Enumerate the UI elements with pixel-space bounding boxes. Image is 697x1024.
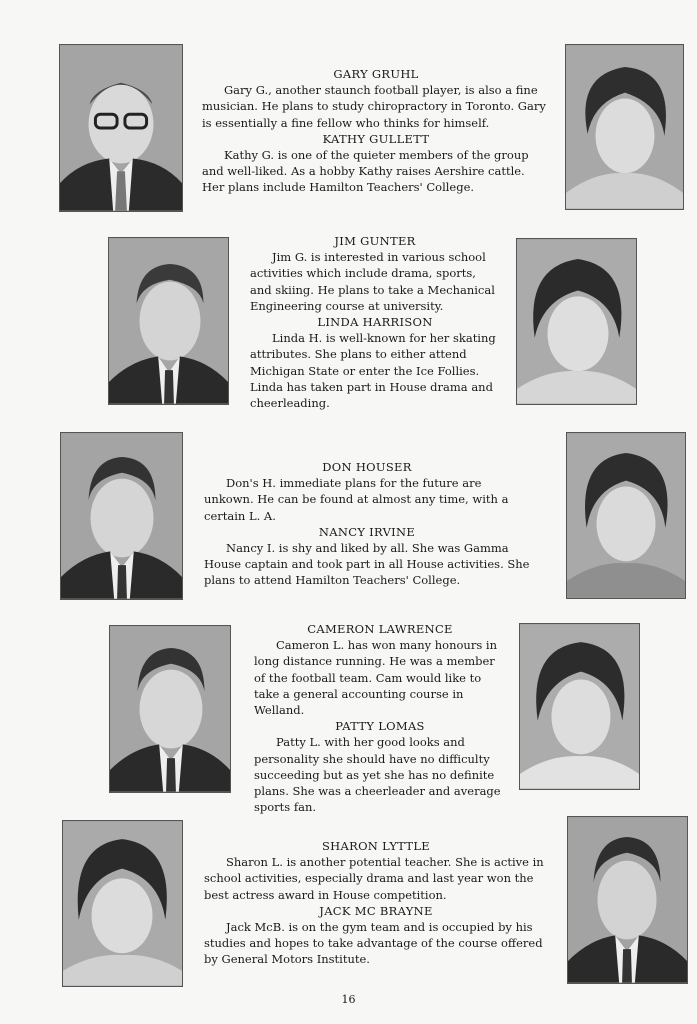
- portrait-jack-mc-brayne: [567, 816, 688, 984]
- portrait-don-houser: [60, 432, 183, 600]
- student-name: JIM GUNTER: [334, 234, 416, 248]
- student-bio: Patty L. with her good looks and personality she should have no difficulty succeeding but as yet she has no definite plans. She was a cheerleader and average sports fan.: [254, 735, 501, 815]
- student-name: CAMERON LAWRENCE: [307, 622, 453, 636]
- portrait-cameron-lawrence: [109, 625, 231, 793]
- bio-block-gunter-harrison: [250, 233, 500, 411]
- student-name: KATHY GULLETT: [322, 131, 430, 146]
- student-bio: Jim G. is interested in various school activities which include drama, sports, and skiing. He plans to take a Mechanical Engineering course at university.: [250, 250, 495, 313]
- student-bio: Don's H. immediate plans for the future are unkown. He can be found at almost any time, with a certain L. A.: [204, 476, 509, 523]
- student-bio: Cameron L. has won many honours in long distance running. He was a member of the football team. Cam would like to take a general accounting course in Welland.: [254, 638, 497, 718]
- student-bio: Gary G., another staunch football player, is also a fine musician. He plans to study chiropractory in Toronto. Gary is essentially a fine fellow who thinks for himself.: [202, 83, 546, 130]
- page-number: 16: [341, 993, 356, 1006]
- portrait-nancy-irvine: [566, 432, 686, 599]
- portrait-sharon-lyttle: [62, 820, 183, 987]
- student-bio: Sharon L. is another potential teacher. She is active in school activities, especially drama and last year won the best actress award in House competition.: [204, 855, 544, 902]
- student-bio: Jack McB. is on the gym team and is occupied by his studies and hopes to take advantage of the course offered by General Motors Institute.: [204, 920, 543, 967]
- bio-block-houser-irvine: [204, 459, 530, 589]
- student-bio: Nancy I. is shy and liked by all. She was Gamma House captain and took part in all House activities. She plans to attend Hamilton Teachers' College.: [204, 541, 530, 588]
- portrait-kathy-gullett: [565, 44, 684, 210]
- portrait-linda-harrison: [516, 238, 637, 405]
- bio-block-gruhl-gullett: [202, 66, 550, 196]
- student-name: JACK MC BRAYNE: [319, 903, 433, 918]
- portrait-patty-lomas: [519, 623, 640, 790]
- bio-block-lawrence-lomas: [254, 621, 506, 815]
- student-name: SHARON LYTTLE: [322, 839, 430, 853]
- student-bio: Kathy G. is one of the quieter members of the group and well-liked. As a hobby Kathy raises Aershire cattle. Her plans include Hamilton Teachers' College.: [202, 148, 529, 195]
- student-name: NANCY IRVINE: [318, 524, 416, 539]
- bio-block-lyttle-mcbrayne: [204, 838, 548, 968]
- student-name: LINDA HARRISON: [317, 315, 433, 330]
- student-name: PATTY LOMAS: [335, 719, 425, 734]
- student-bio: Linda H. is well-known for her skating attributes. She plans to either attend Michigan State or enter the Ice Follies. Linda has taken part in House drama and cheerleading.: [250, 331, 496, 411]
- portrait-gary-gruhl: [59, 44, 183, 212]
- student-name: DON HOUSER: [322, 460, 412, 474]
- portrait-jim-gunter: [108, 237, 229, 405]
- student-name: GARY GRUHL: [333, 67, 419, 81]
